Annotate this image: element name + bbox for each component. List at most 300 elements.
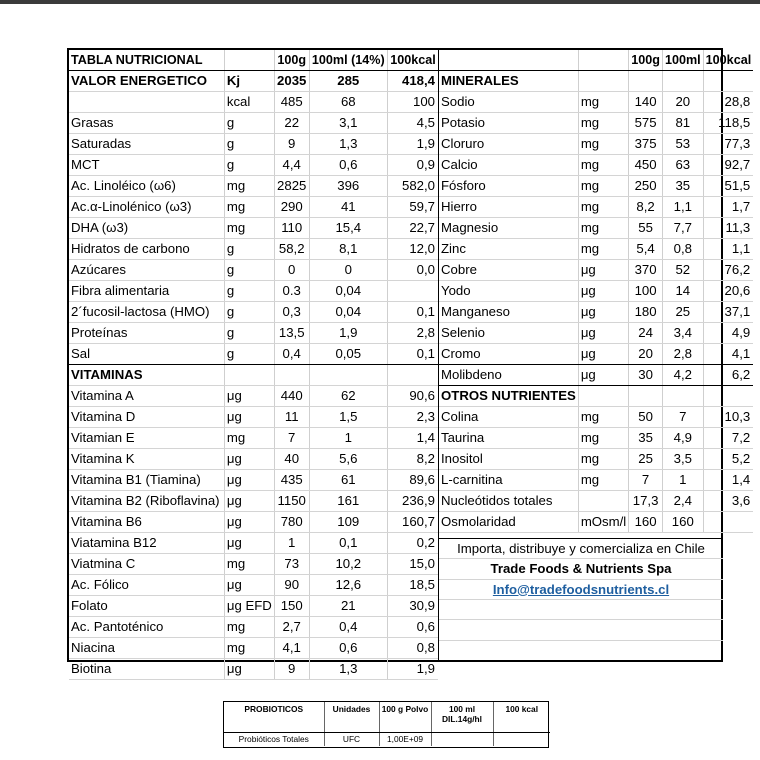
table-row [439,218,753,239]
nutrient-unit: g [224,113,274,134]
nutrient-unit: g [224,260,274,281]
probioticos-name: Probióticos Totales [224,732,324,746]
nutrient-name: Molibdeno [439,365,578,386]
nutrient-name: Sodio [439,92,578,113]
nutrition-sheet [67,48,752,676]
value-100ml: 1,3 [309,659,387,680]
nutrient-unit: mg [578,449,628,470]
value-100kcal: 1,4 [387,428,438,449]
nutrient-unit: g [224,281,274,302]
nutrient-name: Vitamina K [69,449,224,470]
value-100kcal: 160,7 [387,512,438,533]
nutrient-name: Vitamina B2 (Riboflavina) [69,491,224,512]
value-100g: 370 [629,260,663,281]
table-row [439,113,753,134]
probioticos-100kcal [493,732,550,746]
value-100g: 0,3 [274,302,309,323]
header-unidades: Unidades [324,702,379,732]
value-100g: 20 [629,344,663,365]
value-100kcal: 59,7 [387,197,438,218]
value-100ml: 20 [662,92,703,113]
value-100ml: 0,04 [309,281,387,302]
value-100g: 375 [629,134,663,155]
value-100g: 575 [629,113,663,134]
header-tabla-nutricional: TABLA NUTRICIONAL [69,50,224,71]
value-100ml: 2,8 [662,344,703,365]
nutrient-unit: g [224,323,274,344]
nutrient-name: MINERALES [439,71,578,92]
nutrient-name: MCT [69,155,224,176]
window-top-bar [0,0,760,4]
value-100kcal: 4,9 [703,323,753,344]
value-100kcal: 0,8 [387,638,438,659]
value-100kcal: 1,9 [387,659,438,680]
table-row [439,134,753,155]
value-100ml: 35 [662,176,703,197]
value-100kcal: 0,6 [387,617,438,638]
probioticos-table [223,701,549,748]
value-100g: 4,1 [274,638,309,659]
nutrient-unit: mg [578,428,628,449]
table-row [69,155,438,176]
table-row [439,449,753,470]
value-100g [629,386,663,407]
value-100ml: 21 [309,596,387,617]
value-100kcal: 15,0 [387,554,438,575]
nutrient-name: Selenio [439,323,578,344]
value-100g: 780 [274,512,309,533]
header-100ml-dil: 100 ml DIL.14g/hl [431,702,493,732]
value-100kcal: 6,2 [703,365,753,386]
table-row [69,239,438,260]
nutrient-unit [224,365,274,386]
value-100ml: 3,1 [309,113,387,134]
table-row [69,407,438,428]
nutrient-name: Ac. Fólico [69,575,224,596]
nutrient-name: Ac. Pantoténico [69,617,224,638]
header-100kcal: 100 kcal [493,702,550,732]
value-100kcal: 0,9 [387,155,438,176]
nutrient-unit: mg [224,554,274,575]
value-100ml [662,71,703,92]
value-100kcal: 3,6 [703,491,753,512]
value-100ml: 41 [309,197,387,218]
value-100ml: 52 [662,260,703,281]
value-100kcal: 1,4 [703,470,753,491]
probioticos-100ml [431,732,493,746]
value-100kcal: 100 [387,92,438,113]
value-100kcal: 11,3 [703,218,753,239]
value-100kcal: 76,2 [703,260,753,281]
value-100ml [662,386,703,407]
nutrient-unit: mg [224,176,274,197]
nutrient-unit: μg [224,659,274,680]
nutrient-name: OTROS NUTRIENTES [439,386,578,407]
nutrient-name: Niacina [69,638,224,659]
table-row [69,134,438,155]
nutrient-unit: μg [224,407,274,428]
nutrient-unit: mg [224,428,274,449]
value-100ml: 63 [662,155,703,176]
nutrient-unit: mg [578,239,628,260]
value-100g: 8,2 [629,197,663,218]
value-100kcal [703,512,753,533]
table-row [439,92,753,113]
email-link[interactable]: Info@tradefoodsnutrients.cl [492,581,670,597]
value-100g: 150 [274,596,309,617]
nutrient-unit: μg [224,470,274,491]
table-row [69,302,438,323]
table-row [439,71,753,92]
nutrient-name: Osmolaridad [439,512,578,533]
value-100ml: 1 [309,428,387,449]
nutrient-unit: μg [578,344,628,365]
value-100g: 7 [629,470,663,491]
nutrient-unit: mg [578,155,628,176]
value-100g: 40 [274,449,309,470]
value-100kcal: 0,1 [387,344,438,365]
value-100ml: 1,5 [309,407,387,428]
table-row [439,197,753,218]
table-row [69,92,438,113]
value-100g: 2825 [274,176,309,197]
table-row [69,344,438,365]
nutrient-unit: mg [224,197,274,218]
nutrient-unit: Kj [224,71,274,92]
value-100kcal [703,71,753,92]
value-100g: 2035 [274,71,309,92]
value-100g: 9 [274,659,309,680]
table-row [69,365,438,386]
table-row [69,638,438,659]
nutrient-name: Nucleótidos totales [439,491,578,512]
value-100ml: 0,4 [309,617,387,638]
value-100g: 9 [274,134,309,155]
nutrient-name: Ac.α-Linolénico (ω3) [69,197,224,218]
value-100g: 58,2 [274,239,309,260]
value-100kcal: 4,1 [703,344,753,365]
nutrient-name: Magnesio [439,218,578,239]
value-100ml: 4,2 [662,365,703,386]
nutrient-name: Hierro [439,197,578,218]
header-100ml: 100ml [662,50,703,71]
value-100ml: 0,1 [309,533,387,554]
value-100g: 180 [629,302,663,323]
nutrient-name: Inositol [439,449,578,470]
value-100g: 100 [629,281,663,302]
value-100g: 55 [629,218,663,239]
header-100g-polvo: 100 g Polvo [379,702,431,732]
table-row [69,176,438,197]
nutrient-name: Sal [69,344,224,365]
value-100ml: 0 [309,260,387,281]
nutrient-name: Viatamina B12 [69,533,224,554]
table-row [69,491,438,512]
value-100g: 13,5 [274,323,309,344]
value-100kcal: 582,0 [387,176,438,197]
value-100g [274,365,309,386]
value-100kcal: 22,7 [387,218,438,239]
value-100ml: 5,6 [309,449,387,470]
nutrient-name: Calcio [439,155,578,176]
value-100g: 140 [629,92,663,113]
value-100kcal: 2,8 [387,323,438,344]
header-unit [224,50,274,71]
nutrient-name: Potasio [439,113,578,134]
value-100ml: 396 [309,176,387,197]
value-100g: 7 [274,428,309,449]
table-row [439,344,753,365]
value-100ml: 1 [662,470,703,491]
table-row [69,659,438,680]
value-100g: 25 [629,449,663,470]
nutrient-name: Fósforo [439,176,578,197]
probioticos-100g: 1,00E+09 [379,732,431,746]
nutrient-unit: μg [224,533,274,554]
value-100kcal: 118,5 [703,113,753,134]
value-100g: 17,3 [629,491,663,512]
value-100g: 435 [274,470,309,491]
value-100g [629,71,663,92]
value-100kcal [387,365,438,386]
nutrient-name: 2´fucosil-lactosa (HMO) [69,302,224,323]
value-100ml: 0,6 [309,155,387,176]
nutrient-name: Proteínas [69,323,224,344]
value-100ml: 0,04 [309,302,387,323]
nutrient-unit: g [224,155,274,176]
nutrient-unit: kcal [224,92,274,113]
value-100kcal [387,281,438,302]
table-row [439,512,753,533]
value-100kcal: 1,7 [703,197,753,218]
value-100ml: 1,1 [662,197,703,218]
value-100ml: 109 [309,512,387,533]
value-100ml: 161 [309,491,387,512]
value-100kcal: 0,1 [387,302,438,323]
value-100ml: 15,4 [309,218,387,239]
value-100kcal: 0,2 [387,533,438,554]
value-100kcal: 10,3 [703,407,753,428]
table-row [439,281,753,302]
table-row [69,449,438,470]
value-100ml: 2,4 [662,491,703,512]
value-100ml: 81 [662,113,703,134]
value-100ml: 62 [309,386,387,407]
nutrient-unit: mg [578,407,628,428]
nutrient-unit: μg [578,260,628,281]
value-100ml [309,365,387,386]
nutrient-unit: mg [578,176,628,197]
header-100ml: 100ml (14%) [309,50,387,71]
nutrient-unit: μg [224,512,274,533]
value-100kcal: 12,0 [387,239,438,260]
table-row [69,533,438,554]
value-100ml: 10,2 [309,554,387,575]
table-row [69,323,438,344]
value-100kcal: 0,0 [387,260,438,281]
value-100ml: 61 [309,470,387,491]
nutrient-unit: mg [224,617,274,638]
right-nutrition-table [439,50,752,533]
table-row [439,302,753,323]
value-100kcal: 8,2 [387,449,438,470]
nutrient-name: Cloruro [439,134,578,155]
value-100ml: 3,4 [662,323,703,344]
nutrient-name: Fibra alimentaria [69,281,224,302]
value-100kcal: 20,6 [703,281,753,302]
value-100g: 1150 [274,491,309,512]
value-100ml: 160 [662,512,703,533]
value-100g: 110 [274,218,309,239]
value-100ml: 14 [662,281,703,302]
value-100ml: 68 [309,92,387,113]
nutrient-unit: g [224,344,274,365]
nutrient-unit: g [224,302,274,323]
table-row [439,323,753,344]
nutrient-name: Hidratos de carbono [69,239,224,260]
nutrient-unit: mg [578,197,628,218]
nutrient-name: Taurina [439,428,578,449]
nutrient-unit: mg [578,92,628,113]
value-100kcal: 1,9 [387,134,438,155]
nutrient-unit [578,491,628,512]
nutrient-unit: μg [224,449,274,470]
table-row [69,260,438,281]
value-100ml: 0,8 [662,239,703,260]
table-row [69,554,438,575]
value-100ml: 4,9 [662,428,703,449]
nutrient-unit: mg [224,218,274,239]
nutrient-unit [578,71,628,92]
value-100ml: 1,9 [309,323,387,344]
value-100ml: 3,5 [662,449,703,470]
value-100g: 0,4 [274,344,309,365]
table-row [69,113,438,134]
nutrient-name: Cobre [439,260,578,281]
nutrient-unit: mg [578,470,628,491]
nutrient-unit: mOsm/l [578,512,628,533]
value-100g: 440 [274,386,309,407]
value-100ml: 8,1 [309,239,387,260]
value-100g: 35 [629,428,663,449]
nutrient-unit: g [224,239,274,260]
header-100kcal: 100kcal [703,50,753,71]
distributor-credits [439,538,723,660]
value-100g: 24 [629,323,663,344]
nutrient-name: Saturadas [69,134,224,155]
value-100kcal: 28,8 [703,92,753,113]
blank-row [439,620,723,640]
nutrient-unit: mg [578,218,628,239]
value-100kcal: 418,4 [387,71,438,92]
table-row [439,470,753,491]
nutrient-name: VITAMINAS [69,365,224,386]
table-row [69,281,438,302]
table-row [69,71,438,92]
table-row [69,512,438,533]
table-row [69,197,438,218]
value-100g: 0.3 [274,281,309,302]
nutrient-name: Vitamina D [69,407,224,428]
table-row [439,428,753,449]
value-100kcal: 18,5 [387,575,438,596]
table-row [69,470,438,491]
header-probioticos: PROBIOTICOS [224,702,324,732]
nutrient-name: DHA (ω3) [69,218,224,239]
value-100ml: 0,6 [309,638,387,659]
value-100g: 160 [629,512,663,533]
nutrient-name: Vitamina A [69,386,224,407]
value-100ml: 285 [309,71,387,92]
header-unit [578,50,628,71]
probioticos-unit: UFC [324,732,379,746]
value-100kcal [703,386,753,407]
value-100g: 4,4 [274,155,309,176]
table-row [439,491,753,512]
table-row [439,155,753,176]
value-100ml: 0,05 [309,344,387,365]
nutrient-unit: mg [578,134,628,155]
nutrient-name: Yodo [439,281,578,302]
value-100kcal: 5,2 [703,449,753,470]
nutrient-name: Folato [69,596,224,617]
table-row [439,386,753,407]
value-100g: 450 [629,155,663,176]
value-100g: 50 [629,407,663,428]
nutrient-name: Vitamina B1 (Tiamina) [69,470,224,491]
value-100ml: 7,7 [662,218,703,239]
value-100g: 1 [274,533,309,554]
value-100kcal: 89,6 [387,470,438,491]
nutrient-unit: μg [578,302,628,323]
value-100ml: 12,6 [309,575,387,596]
value-100ml: 1,3 [309,134,387,155]
value-100kcal: 51,5 [703,176,753,197]
value-100kcal: 37,1 [703,302,753,323]
nutrient-unit: μg EFD [224,596,274,617]
table-row [69,218,438,239]
table-row [69,596,438,617]
table-row [439,407,753,428]
value-100kcal: 77,3 [703,134,753,155]
value-100g: 485 [274,92,309,113]
nutrient-name: Azúcares [69,260,224,281]
value-100kcal: 2,3 [387,407,438,428]
company-name: Trade Foods & Nutrients Spa [439,559,723,579]
nutrient-unit: mg [578,113,628,134]
value-100kcal: 92,7 [703,155,753,176]
blank-row [439,600,723,620]
distributor-text: Importa, distribuye y comercializa en Chile [439,539,723,559]
value-100kcal: 90,6 [387,386,438,407]
table-row [439,239,753,260]
nutrient-name: L-carnitina [439,470,578,491]
table-row [69,428,438,449]
value-100g: 290 [274,197,309,218]
value-100ml: 25 [662,302,703,323]
value-100g: 5,4 [629,239,663,260]
nutrient-unit: μg [224,386,274,407]
nutrient-name: Cromo [439,344,578,365]
value-100ml: 7 [662,407,703,428]
nutrient-name: Colina [439,407,578,428]
value-100kcal: 1,1 [703,239,753,260]
nutrient-unit [578,386,628,407]
value-100g: 2,7 [274,617,309,638]
nutrient-unit: μg [578,281,628,302]
value-100g: 30 [629,365,663,386]
value-100g: 22 [274,113,309,134]
